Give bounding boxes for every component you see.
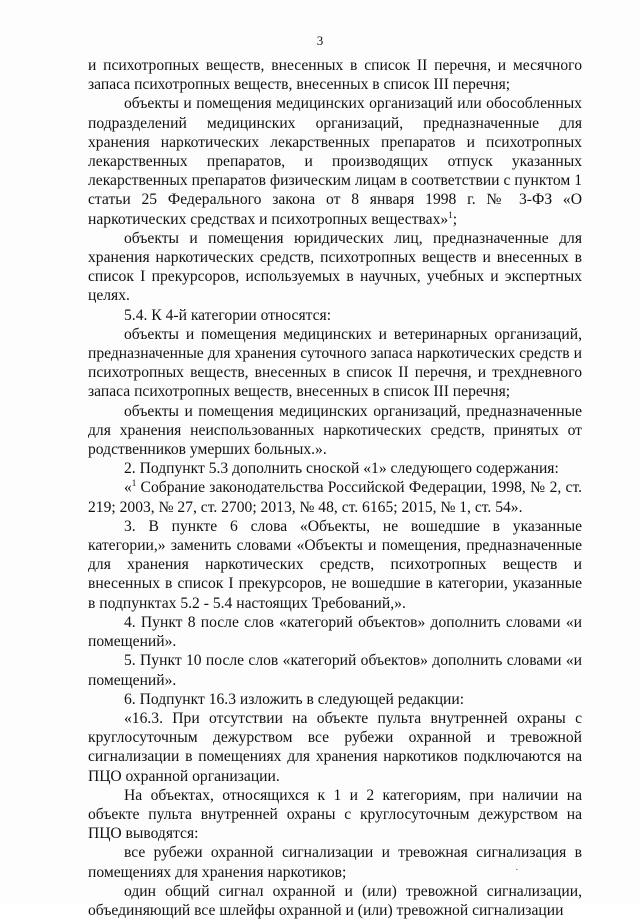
paragraph	[88, 306, 582, 325]
paragraph-text: 3. В пункте 6 слова «Объекты, не вошедшие в указанные категории,» заменить словами «Объекты и помещения, предназначенные для хранения наркотических средств, психотропных веществ и внесенных в список I прекурсоров, не вошедшие в категории, указанные в подпунктах 5.2 - 5.4 настоящих Требований,».	[88, 517, 582, 612]
paragraph	[88, 402, 582, 460]
paragraph-text: «	[124, 479, 132, 497]
page-number: 3	[316, 33, 324, 48]
paragraph	[88, 786, 582, 844]
paragraph-text: «16.3. При отсутствии на объекте пульта внутренней охраны с круглосуточным дежурством все рубежи охранной и тревожной сигнализации в помещениях для хранения наркотиков подключаются на ПЦО охранной организации.	[88, 709, 582, 785]
paragraph	[88, 517, 582, 613]
paragraph-text: 6. Подпункт 16.3 изложить в следующей редакции:	[124, 690, 465, 708]
paragraph	[88, 690, 582, 709]
footnote-marker: 1	[131, 478, 137, 489]
paragraph-text: объекты и помещения юридических лиц, предназначенные для хранения наркотических средств, психотропных веществ и внесенных в список I прекурсоров, используемых в научных, учебных и экспертных целях.	[88, 229, 582, 305]
paragraph-text: 4. Пункт 8 после слов «категорий объектов» дополнить словами «и помещений».	[88, 613, 582, 651]
paragraph-text: все рубежи охранной сигнализации и тревожная сигнализация в помещениях для хранения наркотиков;	[88, 844, 582, 881]
scan-mark: ·	[515, 864, 519, 876]
paragraph-text: 5. Пункт 10 после слов «категорий объектов» дополнить словами «и помещений».	[88, 652, 582, 689]
paragraph-text: один общий сигнал охранной и (или) тревожной сигнализации, объединяющий все шлейфы охранной и (или) тревожной сигнализации	[88, 882, 582, 919]
paragraph	[88, 459, 582, 478]
document-body	[88, 56, 582, 920]
paragraph-text: На объектах, относящихся к 1 и 2 категориям, при наличии на объекте пульта внутренней охраны с круглосуточным дежурством на ПЦО выводятся:	[88, 786, 582, 843]
paragraph	[88, 229, 582, 306]
paragraph-text: объекты и помещения медицинских организаций, предназначенные для хранения неиспользованных наркотических средств, принятых от родственников умерших больных.».	[88, 402, 582, 459]
paragraph	[88, 56, 582, 94]
paragraph-text: и психотропных веществ, внесенных в список II перечня, и месячного запаса психотропных веществ, внесенных в список III перечня;	[88, 57, 582, 94]
paragraph-text: объекты и помещения медицинских и ветеринарных организаций, предназначенные для хранения суточного запаса наркотических средств и психотропных веществ, внесенных в список II перечня, и трехдневного запаса психотропных веществ, внесенных в список III перечня;	[88, 325, 582, 401]
paragraph	[88, 613, 582, 651]
paragraph-text-continued: Собрание законодательства Российской Федерации, 1998, № 2, ст. 219; 2003, № 27, ст. 2700; 2013, № 48, ст. 6165; 2015, № 1, ст. 54».	[88, 479, 582, 516]
paragraph	[88, 325, 582, 402]
paragraph	[88, 709, 582, 786]
paragraph-text: объекты и помещения медицинских организаций или обособленных подразделений медицинских организаций, предназначенные для хранения наркотических лекарственных препаратов и психотропных лекарственных препаратов, и производящих отпуск указанных лекарственных препаратов физическим лицам в соответствии с пунктом 1 статьи 25 Федерального закона от 8 января 1998 г. № 3-ФЗ «О наркотических средствах и психотропных веществах»	[88, 95, 582, 228]
paragraph-text-continued: ;	[452, 210, 458, 228]
paragraph-text: 2. Подпункт 5.3 дополнить сноской «1» следующего содержания:	[124, 460, 559, 478]
paragraph	[88, 478, 582, 516]
paragraph	[88, 651, 582, 689]
footnote-marker: 1	[448, 209, 453, 220]
paragraph	[88, 882, 582, 920]
paragraph	[88, 843, 582, 881]
paragraph	[88, 94, 582, 228]
paragraph-text: 5.4. К 4-й категории относятся:	[124, 306, 332, 324]
